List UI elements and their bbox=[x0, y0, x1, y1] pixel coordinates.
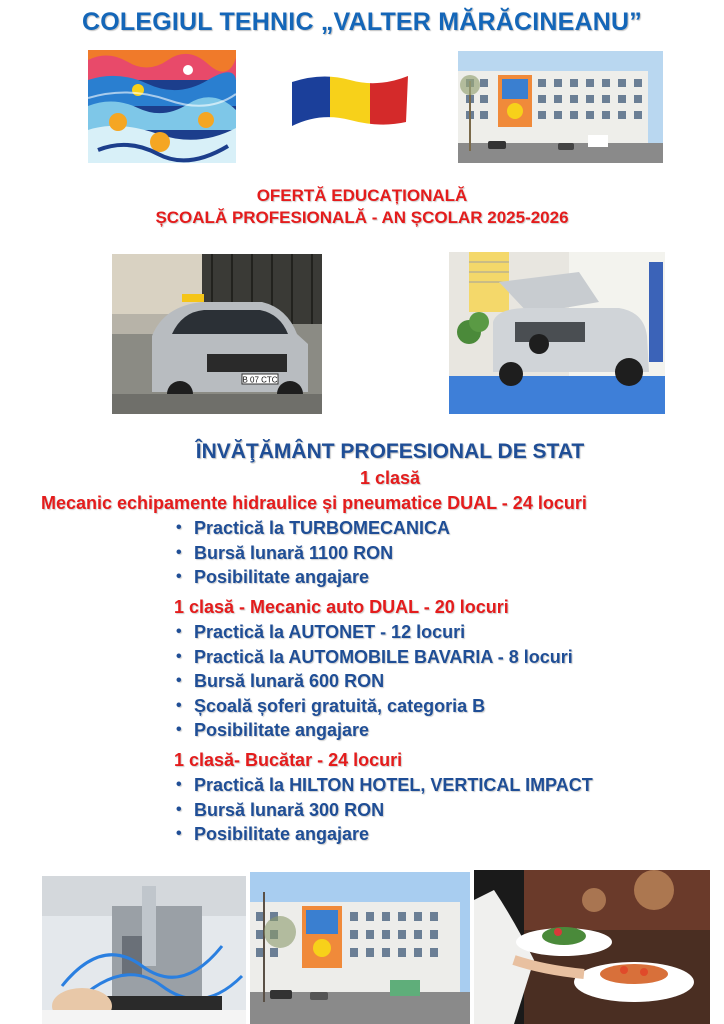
list-item: • Practică la HILTON HOTEL, VERTICAL IMPACT bbox=[174, 773, 593, 798]
school-building-photo bbox=[458, 51, 663, 163]
list-item: • Posibilitate angajare bbox=[174, 718, 573, 743]
romanian-flag bbox=[288, 68, 412, 134]
class2-title: 1 clasă - Mecanic auto DUAL - 20 locuri bbox=[174, 597, 509, 617]
pneumatic-lab-photo bbox=[42, 876, 246, 1024]
restaurant-waiter-photo bbox=[474, 870, 710, 1024]
school-title: COLEGIUL TEHNIC „VALTER MĂRĂCINEANU” bbox=[82, 8, 642, 36]
program-heading: ÎNVĂŢĂMÂNT PROFESIONAL DE STAT bbox=[195, 440, 585, 463]
list-item: • Bursă lunară 1100 RON bbox=[174, 541, 450, 566]
school-building-street-photo bbox=[250, 872, 470, 1024]
list-item: • Posibilitate angajare bbox=[174, 822, 593, 847]
car-workshop-photo bbox=[449, 252, 665, 414]
taxi-car-photo bbox=[112, 254, 322, 414]
license-plate-text: B 07 CTC bbox=[242, 375, 278, 385]
offer-subtitle: ȘCOALĂ PROFESIONALĂ - AN ȘCOLAR 2025-2026 bbox=[155, 208, 569, 227]
offer-title: OFERTĂ EDUCAȚIONALĂ bbox=[256, 186, 468, 205]
class3-title: 1 clasă- Bucătar - 24 locuri bbox=[174, 750, 403, 770]
list-item: • Posibilitate angajare bbox=[174, 565, 450, 590]
class1-list bbox=[174, 516, 450, 590]
mural-image bbox=[88, 50, 236, 163]
list-item: • Practică la AUTONET - 12 locuri bbox=[174, 620, 573, 645]
list-item: • Bursă lunară 600 RON bbox=[174, 669, 573, 694]
list-item: • Practică la AUTOMOBILE BAVARIA - 8 locuri bbox=[174, 645, 573, 670]
list-item: • Practică la TURBOMECANICA bbox=[174, 516, 450, 541]
class2-list bbox=[174, 620, 573, 743]
class1-title: Mecanic echipamente hidraulice și pneumatice DUAL - 24 locuri bbox=[41, 493, 587, 513]
class3-list bbox=[174, 773, 593, 847]
list-item: • Bursă lunară 300 RON bbox=[174, 798, 593, 823]
list-item: • Școală șoferi gratuită, categoria B bbox=[174, 694, 573, 719]
class1-count: 1 clasă bbox=[359, 468, 421, 488]
